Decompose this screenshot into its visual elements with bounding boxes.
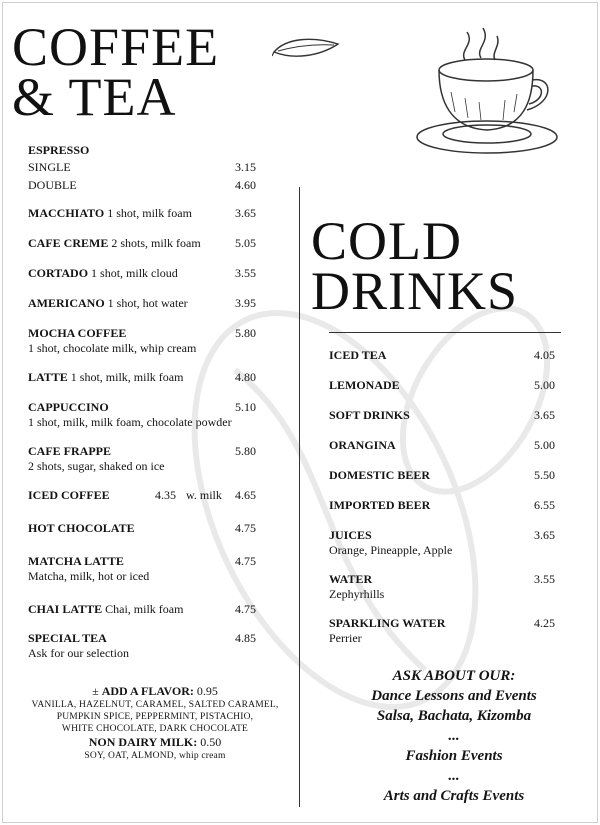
item-price: 3.15	[235, 160, 256, 174]
item-price: 4.75	[235, 554, 256, 568]
item-name: CAPPUCCINO	[28, 400, 109, 414]
item-name: IMPORTED BEER	[329, 498, 431, 512]
plus-minus-icon: ±	[92, 684, 99, 698]
item-name: CORTADO	[28, 266, 89, 280]
item-desc: 1 shot, milk foam	[107, 206, 192, 220]
menu-item	[28, 444, 294, 474]
item-price: 4.60	[235, 178, 256, 192]
espresso-single-row	[28, 158, 294, 176]
item-name: ESPRESSO	[28, 143, 90, 157]
cold-drinks-list	[329, 348, 563, 646]
item-price: 3.65	[534, 408, 555, 422]
item-price: 3.65	[235, 206, 256, 220]
hot-title-line1: COFFEE	[12, 17, 220, 77]
cold-title-underline	[329, 332, 561, 333]
item-name: LATTE	[28, 370, 68, 384]
item-desc: 1 shot, milk, milk foam, chocolate powder	[28, 415, 232, 429]
ask-line: Salsa, Bachata, Kizomba	[376, 708, 532, 724]
flavor-addons	[14, 684, 296, 762]
ask-line: Fashion Events	[405, 748, 503, 764]
item-price: 4.85	[235, 631, 256, 645]
item-price: 3.95	[235, 296, 256, 310]
item-price: 5.00	[534, 378, 555, 392]
item-desc: Chai, milk foam	[105, 602, 184, 616]
cold-section-title	[311, 211, 519, 321]
menu-item	[28, 236, 294, 251]
nondairy-options: SOY, OAT, ALMOND, whip cream	[84, 751, 226, 761]
item-price: 3.55	[534, 572, 555, 586]
menu-item	[28, 554, 294, 584]
ask-about-section	[330, 666, 578, 806]
item-price: 4.80	[235, 370, 256, 384]
item-option: DOUBLE	[28, 178, 77, 192]
item-price: 4.05	[534, 348, 555, 362]
flavor-options-line: PUMPKIN SPICE, PEPPERMINT, PISTACHIO,	[56, 712, 254, 722]
flavor-options-line: WHITE CHOCOLATE, DARK CHOCOLATE	[61, 724, 249, 734]
menu-item-espresso	[28, 143, 294, 194]
menu-item	[28, 521, 294, 536]
item-desc: Matcha, milk, hot or iced	[28, 569, 150, 583]
flavor-heading	[14, 684, 296, 699]
item-name: HOT CHOCOLATE	[28, 521, 135, 535]
ask-heading: ASK ABOUT OUR:	[392, 668, 516, 684]
item-name: SOFT DRINKS	[329, 408, 410, 422]
menu-item	[329, 408, 563, 423]
item-price: 4.35	[155, 488, 176, 502]
hot-drinks-list	[28, 143, 294, 661]
item-name: CAFE CREME	[28, 236, 109, 250]
item-price: 5.80	[235, 444, 256, 458]
item-price: 6.55	[534, 498, 555, 512]
item-price: 5.80	[235, 326, 256, 340]
item-name: ICED TEA	[329, 348, 387, 362]
item-desc: 1 shot, chocolate milk, whip cream	[28, 341, 197, 355]
item-name: MOCHA COFFEE	[28, 326, 127, 340]
leaf-icon	[272, 36, 342, 62]
menu-item	[329, 528, 563, 558]
menu-item	[329, 378, 563, 393]
espresso-double-row	[28, 176, 294, 194]
menu-item	[329, 438, 563, 453]
item-option: SINGLE	[28, 160, 71, 174]
item-name: ICED COFFEE	[28, 488, 110, 502]
item-desc: 2 shots, sugar, shaked on ice	[28, 459, 165, 473]
item-option: w. milk	[186, 488, 222, 502]
item-desc: 2 shots, milk foam	[111, 236, 201, 250]
menu-item	[28, 400, 294, 430]
item-desc: 1 shot, milk cloud	[91, 266, 178, 280]
menu-item	[28, 326, 294, 356]
item-price: 4.65	[235, 488, 256, 502]
flavor-options-line: VANILLA, HAZELNUT, CARAMEL, SALTED CARAMEL,	[31, 700, 279, 710]
menu-item	[329, 616, 563, 646]
item-price: 4.75	[235, 521, 256, 535]
item-price: 5.10	[235, 400, 256, 414]
item-desc: 1 shot, hot water	[107, 296, 188, 310]
item-price: 4.75	[235, 602, 256, 616]
item-name: AMERICANO	[28, 296, 105, 310]
item-price: 5.50	[534, 468, 555, 482]
coffee-cup-icon	[405, 22, 565, 157]
flavor-price: 0.95	[196, 684, 218, 698]
column-divider	[299, 187, 300, 807]
nondairy-heading	[14, 735, 296, 750]
ask-line: Arts and Crafts Events	[383, 788, 525, 804]
item-name: SPARKLING WATER	[329, 616, 446, 630]
item-name: JUICES	[329, 528, 372, 542]
item-name: WATER	[329, 572, 373, 586]
item-price: 5.00	[534, 438, 555, 452]
hot-section-title	[12, 17, 220, 127]
menu-item	[28, 296, 294, 311]
menu-item	[28, 370, 294, 385]
item-name: MACCHIATO	[28, 206, 105, 220]
cold-title-line2: DRINKS	[311, 261, 519, 321]
item-name: ORANGINA	[329, 438, 396, 452]
item-price: 5.05	[235, 236, 256, 250]
item-desc: Orange, Pineapple, Apple	[329, 543, 453, 557]
nondairy-price: 0.50	[200, 735, 222, 749]
nondairy-label: NON DAIRY MILK:	[88, 735, 198, 749]
menu-item	[28, 266, 294, 281]
menu-item-iced-coffee	[28, 488, 294, 503]
hot-title-line2: & TEA	[12, 67, 177, 127]
item-name: CHAI LATTE	[28, 602, 103, 616]
item-name: LEMONADE	[329, 378, 400, 392]
menu-item	[329, 572, 563, 602]
menu-item	[28, 602, 294, 617]
item-desc: Ask for our selection	[28, 646, 129, 660]
item-desc: Perrier	[329, 631, 362, 645]
menu-item	[329, 468, 563, 483]
cold-title-line1: COLD	[311, 211, 462, 271]
item-price: 3.55	[235, 266, 256, 280]
menu-item	[329, 348, 563, 363]
flavor-label: ADD A FLAVOR:	[101, 684, 194, 698]
item-desc: 1 shot, milk, milk foam	[70, 370, 184, 384]
ask-line: Dance Lessons and Events	[371, 688, 537, 704]
item-name: MATCHA LATTE	[28, 554, 124, 568]
menu-item	[329, 498, 563, 513]
item-name: SPECIAL TEA	[28, 631, 107, 645]
item-price: 3.65	[534, 528, 555, 542]
ask-separator: ...	[448, 768, 460, 784]
ask-separator: ...	[448, 728, 460, 744]
item-name: DOMESTIC BEER	[329, 468, 431, 482]
menu-item	[28, 631, 294, 661]
item-name: CAFE FRAPPE	[28, 444, 111, 458]
menu-item	[28, 206, 294, 221]
item-price: 4.25	[534, 616, 555, 630]
item-desc: Zephyrhills	[329, 587, 385, 601]
